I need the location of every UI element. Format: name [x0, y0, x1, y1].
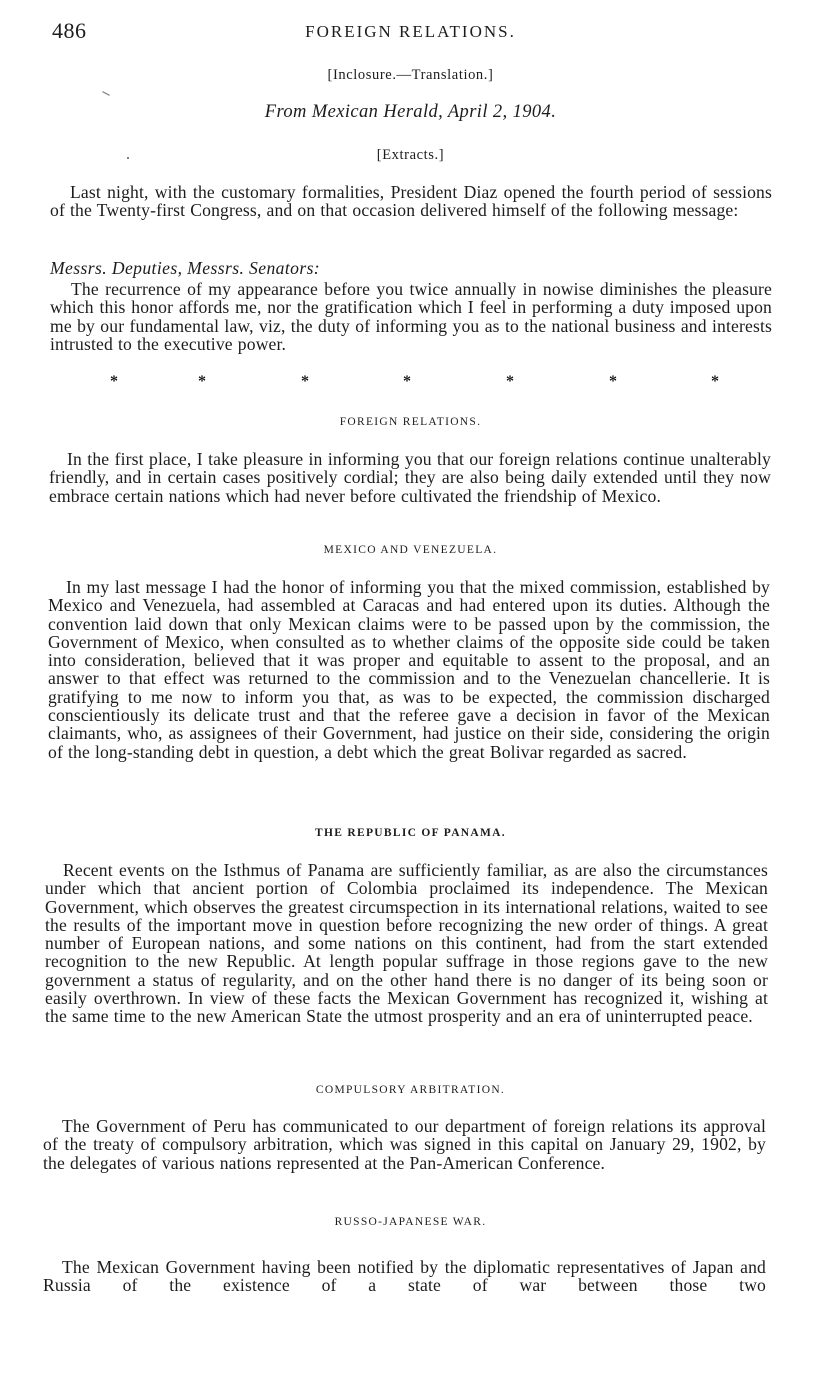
ellipsis-star: * [110, 373, 118, 390]
extracts-note: [Extracts.] [376, 147, 445, 163]
paragraph-panama: Recent events on the Isthmus of Panama are sufficiently familiar, as are also the circumstances under which that ancient portion of Colombia proclaimed its independence. The Mexican Government, which observes the greatest circumspection in its international relations, waited to see the results of the important move in question before recognizing the new order of things. A great number of European nations, and some nations on this continent, had from the start extended recognition to the new Republic. At length popular suffrage in those regions gave to the new government a status of regularity, and on the other hand there is no danger of its being soon or easily overthrown. In view of these facts the Mexican Government has recognized it, wishing at the same time to the new American State the utmost prosperity and an era of uninterrupted peace. [45, 860, 768, 1027]
paragraph-foreign-relations: In the first place, I take pleasure in informing you that our foreign relations continue unalterably friendly, and in certain cases positively cordial; they are also being daily extended until they now embrace certain nations which had never before cultivated the friendship of Mexico. [49, 449, 771, 506]
ellipsis-star: * [301, 373, 309, 390]
ellipsis-stars [0, 373, 821, 393]
opening-paragraph: The recurrence of my appearance before you twice annually in nowise diminishes the pleasure which this honor affords me, nor the gratification which I feel in performing a duty imposed upon me by our fundamental law, viz, the duty of informing you as to the national business and interests intrusted to the executive power. [50, 279, 772, 354]
ellipsis-star: * [198, 373, 206, 390]
inclosure-note: [Inclosure.—Translation.] [327, 67, 494, 83]
section-heading-russo-japanese-war: RUSSO-JAPANESE WAR. [334, 1216, 487, 1228]
intro-paragraph: Last night, with the customary formalities, President Diaz opened the fourth period of sessions of the Twenty-first Congress, and on that occasion delivered himself of the following message: [50, 182, 772, 221]
section-heading-foreign-relations: FOREIGN RELATIONS. [339, 416, 482, 428]
ellipsis-star: * [711, 373, 719, 390]
paragraph-russo-japanese-war: The Mexican Government having been notified by the diplomatic representatives of Japan and Russia of the existence of a state of war between those two [43, 1257, 766, 1296]
paragraph-compulsory-arbitration: The Government of Peru has communicated to our department of foreign relations its approval of the treaty of compulsory arbitration, which was signed in this capital on January 29, 1902, by the delegates of various nations represented at the Pan-American Conference. [43, 1116, 766, 1173]
source-line: From Mexican Herald, April 2, 1904. [264, 102, 557, 122]
section-heading-mexico-venezuela: MEXICO AND VENEZUELA. [323, 544, 498, 556]
section-heading-panama: THE REPUBLIC OF PANAMA. [315, 827, 506, 839]
page-number: 486 [52, 18, 87, 43]
salutation: Messrs. Deputies, Messrs. Senators: [50, 258, 321, 278]
running-title: FOREIGN RELATIONS. [305, 22, 516, 41]
paragraph-mexico-venezuela: In my last message I had the honor of informing you that the mixed commission, established by Mexico and Venezuela, had assembled at Caracas and had entered upon its duties. Although the convention laid down that only Mexican claims were to be passed upon by the commission, the Government of Mexico, when consulted as to whether claims of the opposite side could be taken into consideration, believed that it was proper and equitable to assent to the proposal, and an answer to that effect was returned to the commission and to the Venezuelan chancellerie. It is gratifying to me now to inform you that, as was to be expected, the commission discharged conscientiously its delicate trust and that the referee gave a decision in favor of the Mexican claimants, who, as assignees of their Government, had justice on their side, considering the origin of the long-standing debt in question, a debt which the great Bolivar regarded as sacred. [48, 577, 770, 762]
ellipsis-star: * [609, 373, 617, 390]
print-mark [102, 91, 110, 96]
ellipsis-star: * [403, 373, 411, 390]
section-heading-compulsory-arbitration: COMPULSORY ARBITRATION. [315, 1084, 506, 1096]
ellipsis-star: * [506, 373, 514, 390]
